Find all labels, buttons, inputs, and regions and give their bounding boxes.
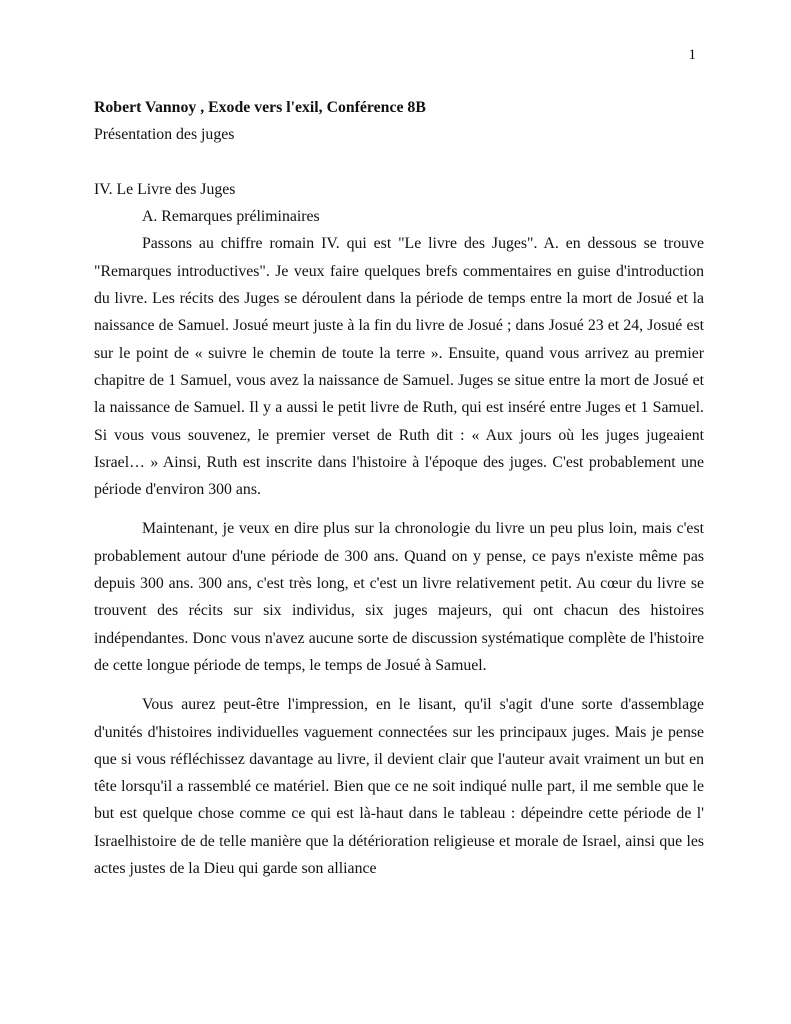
page-number: 1: [688, 47, 696, 63]
blank-line: [94, 149, 704, 176]
paragraph: Vous aurez peut-être l'impression, en le lisant, qu'il s'agit d'une sorte d'assemblage d'unités d'histoires individuelles vaguement connectées sur les principaux juges. Mais je pense que si vous réfléchissez davantage au livre, il devient clair que l'auteur avait vraiment un but en tête lorsqu'il a rassemblé ce matériel. Bien que ce ne soit indiqué nulle part, il me semble que le but est quelque chose comme ce qui est là-haut dans le tableau : dépeindre cette période de l' Israelhistoire de de telle manière que la détérioration religieuse et morale de Israel, ainsi que les actes justes de la Dieu qui garde son alliance: [94, 696, 704, 878]
paragraph: Maintenant, je veux en dire plus sur la chronologie du livre un peu plus loin, mais c'est probablement autour d'une période de 300 ans. Quand on y pense, ce pays n'existe même pas depuis 300 ans. 300 ans, c'est très long, et c'est un livre relativement petit. Au cœur du livre se trouvent des récits sur six individus, six juges majeurs, qui ont chacun des histoires indépendantes. Donc vous n'avez aucune sorte de discussion systématique complète de l'histoire de cette longue période de temps, le temps de Josué à Samuel.: [94, 520, 704, 674]
section-heading: IV. Le Livre des Juges: [94, 180, 236, 198]
paragraph: Passons au chiffre romain IV. qui est "Le livre des Juges". A. en dessous se trouve "Remarques introductives". Je veux faire quelques brefs commentaires en guise d'introduction du livre. Les récits des Juges se déroulent dans la période de temps entre la mort de Josué et la naissance de Samuel. Josué meurt juste à la fin du livre de Josué ; dans Josué 23 et 24, Josué est sur le point de « suivre le chemin de toute la terre ». Ensuite, quand vous arrivez au premier chapitre de 1 Samuel, vous avez la naissance de Samuel. Juges se situe entre la mort de Josué et la naissance de Samuel. Il y a aussi le petit livre de Ruth, qui est inséré entre Juges et 1 Samuel. Si vous vous souvenez, le premier verset de Ruth dit : « Aux jours où les juges jugeaient Israel… » Ainsi, Ruth est inscrite dans l'histoire à l'époque des juges. C'est probablement une période d'environ 300 ans.: [94, 235, 704, 499]
document-subtitle: Présentation des juges: [94, 126, 235, 144]
subsection-heading: A. Remarques préliminaires: [142, 208, 320, 226]
document-body: [94, 94, 704, 882]
document-title: Robert Vannoy , Exode vers l'exil, Conférence 8B: [94, 99, 426, 116]
